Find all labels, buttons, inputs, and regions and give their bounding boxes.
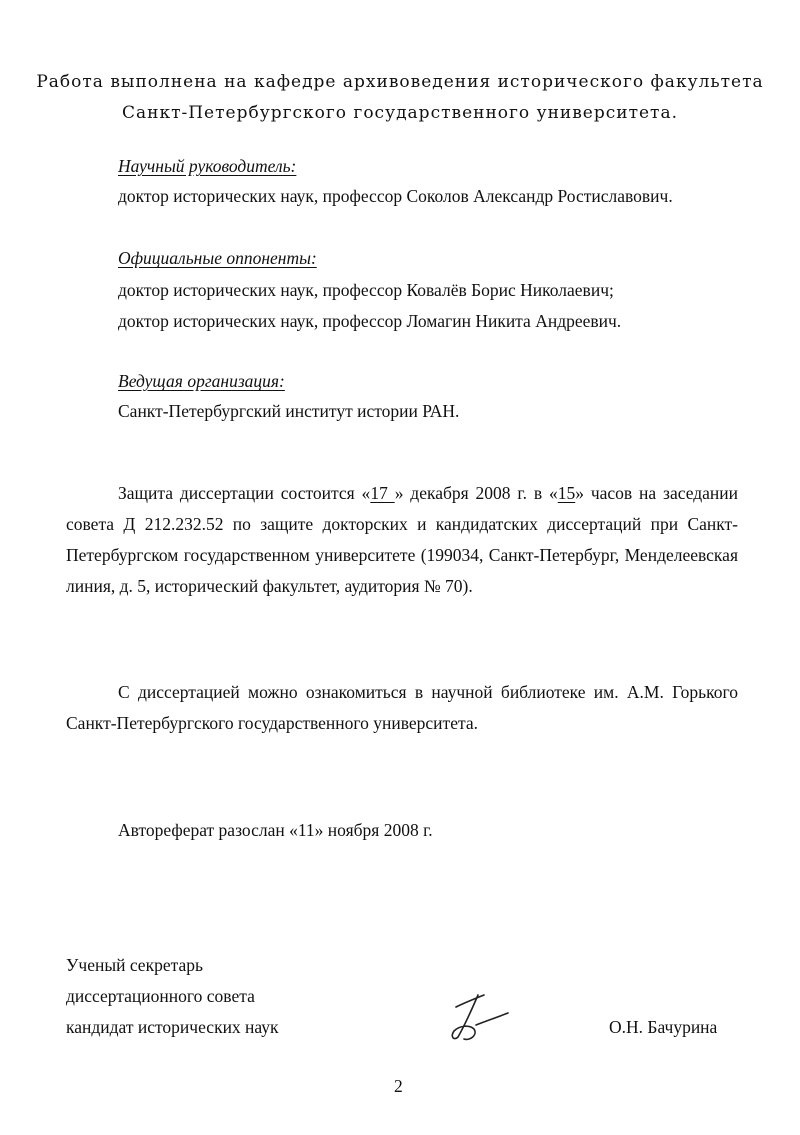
opponents-label: Официальные оппоненты:: [118, 248, 317, 268]
secretary-line-1: Ученый секретарь: [66, 955, 203, 975]
defense-text-3: » часов на заседании совета Д 212.232.52 по защите докторских и кандидатских диссертаций при Санкт-Петербургском государственном университете (199034, Санкт-Петербург, Менделеевская линия, д. 5, исторический факультет, аудитория № 70).: [66, 483, 739, 596]
secretary-line-2: диссертационного совета: [66, 986, 255, 1006]
secretary-line-3: кандидат исторических наук: [66, 1017, 279, 1037]
defense-day: 17: [370, 483, 395, 503]
opponent-2: доктор исторических наук, профессор Ломагин Никита Андреевич.: [118, 311, 622, 331]
header-line-1: Работа выполнена на кафедре архивоведения исторического факультета: [36, 72, 764, 92]
sent-date: Автореферат разослан «11» ноября 2008 г.: [118, 820, 433, 840]
defense-text-1: Защита диссертации состоится «: [118, 483, 371, 503]
supervisor-label: Научный руководитель:: [118, 156, 297, 176]
defense-text-2: » декабря 2008 г. в «: [394, 483, 558, 503]
page-number: 2: [394, 1076, 403, 1096]
opponent-1: доктор исторических наук, профессор Ковалёв Борис Николаевич;: [118, 280, 614, 300]
header-line-2: Санкт-Петербургского государственного университета.: [121, 103, 679, 123]
lead-org-name: Санкт-Петербургский институт истории РАН.: [118, 401, 460, 421]
lead-org-label: Ведущая организация:: [118, 371, 285, 391]
library-paragraph: С диссертацией можно ознакомиться в научной библиотеке им. А.М. Горького Санкт-Петербургского государственного университета.: [66, 682, 738, 733]
defense-paragraph: [66, 478, 738, 602]
defense-hour: 15: [557, 483, 576, 503]
secretary-name: О.Н. Бачурина: [609, 1017, 718, 1037]
handwritten-signature: [446, 985, 516, 1045]
supervisor-person: доктор исторических наук, профессор Соколов Александр Ростиславович.: [118, 186, 673, 206]
